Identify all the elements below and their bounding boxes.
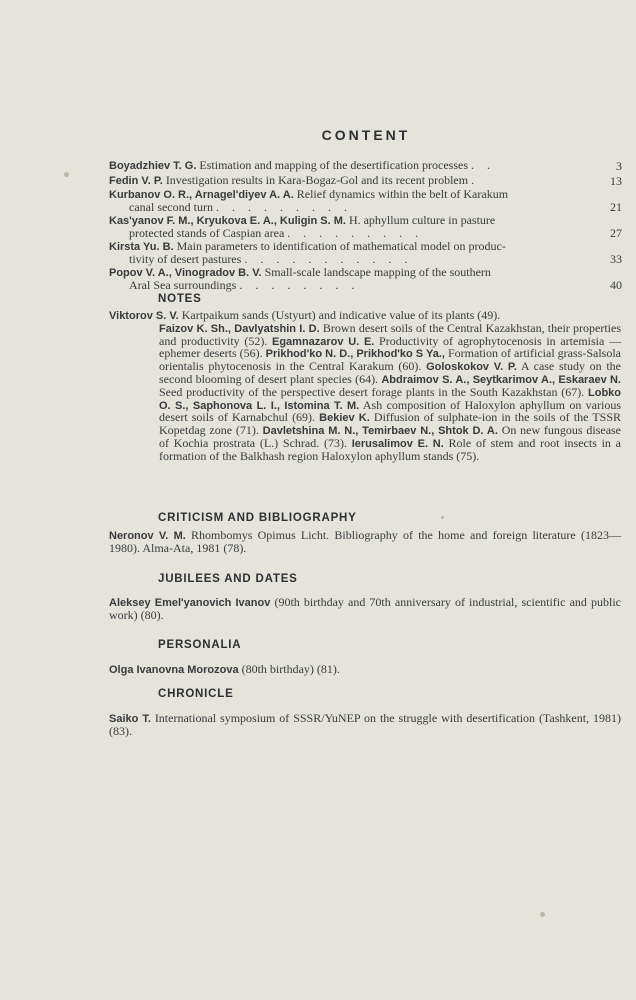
entry-authors: Popov V. A., Vinogradov B. V.	[109, 267, 262, 279]
entry-page-number: 27	[610, 225, 622, 240]
personalia-heading: PERSONALIA	[158, 639, 242, 651]
entry-title: Investigation results in Kara-Bogaz-Gol and its recent problem	[165, 172, 469, 187]
notes-entry[interactable]	[109, 310, 621, 463]
paper-speck	[540, 912, 545, 917]
notes-author: Bekiev K.	[319, 412, 370, 425]
entry-title-continued: protected stands of Caspian area	[129, 225, 285, 240]
personalia-entry[interactable]	[109, 664, 621, 677]
contents-entry[interactable]	[109, 241, 622, 265]
chronicle-title: International symposium of SSSR/YuNEP on the struggle with desertification (Tashkent, 1981) (83).	[109, 711, 622, 738]
notes-author: Goloskokov V. P.	[426, 361, 517, 374]
entry-title: Small-scale landscape mapping of the southern	[264, 265, 491, 279]
entry-title-continued: canal second turn	[129, 199, 213, 214]
notes-title: Seed productivity of the perspective desert forage plants in the South Kazakhstan (67).	[159, 384, 585, 399]
notes-author: Egamnazarov U. E.	[271, 335, 375, 348]
entry-authors: Fedin V. P.	[109, 174, 163, 187]
entry-page-number: 13	[610, 173, 622, 188]
jubilees-title: (90th birthday and 70th anniversary of industrial, scientific and public work) (80).	[109, 595, 621, 622]
notes-author: Prikhod'ko N. D., Prikhod'ko S Ya.,	[265, 348, 445, 361]
page-title: CONTENT	[321, 127, 411, 143]
notes-author: Abdraimov S. A., Seytkarimov A., Eskaraev N.	[381, 373, 621, 386]
contents-entry[interactable]	[109, 189, 622, 213]
contents-entry[interactable]	[109, 215, 622, 239]
notes-author: Lobko O. S., Saphonova L. I., Istomina T. M.	[159, 386, 622, 412]
chronicle-entry[interactable]	[109, 713, 621, 738]
notes-author: Faizov K. Sh., Davlyatshin I. D.	[159, 322, 320, 335]
entry-authors: Kas'yanov F. M., Kryukova E. A., Kuligin S. M.	[109, 215, 346, 227]
notes-author: Davletshina M. N., Temirbaev N., Shtok D. A.	[262, 425, 498, 438]
paper-speck	[64, 172, 69, 177]
entry-leader: .	[471, 172, 480, 187]
entry-title-continued: tivity of desert pastures	[129, 251, 242, 266]
contents-list	[109, 160, 622, 291]
criticism-title: Rhombomys Opimus Licht. Bibliography of the home and foreign literature (1823—1980). Alma-Ata, 1981 (78).	[109, 528, 621, 555]
entry-authors: Boyadzhiev T. G.	[109, 160, 197, 172]
entry-page-number: 3	[616, 159, 622, 173]
entry-authors: Kirsta Yu. B.	[109, 241, 174, 253]
notes-title: Productivity of agrophytocenosis in artemisia — ephemer deserts (56).	[159, 333, 621, 361]
entry-title: Main parameters to identification of mathematical model on produc-	[176, 239, 506, 253]
paper-speck	[441, 516, 444, 519]
entry-page-number: 40	[610, 277, 622, 292]
entry-leader: . . . . . . . . .	[287, 225, 424, 240]
notes-title: Kartpaikum sands (Ustyurt) and indicative value of its plants (49).	[181, 308, 501, 322]
jubilees-heading: JUBILEES AND DATES	[158, 573, 298, 585]
personalia-title: (80th birthday) (81).	[241, 662, 340, 676]
entry-leader: . . . . . . . . . . .	[244, 251, 413, 266]
notes-author: Viktorov S. V.	[109, 310, 179, 322]
notes-heading: NOTES	[158, 293, 202, 305]
notes-title: Diffusion of sulphate-ion in the soils of the TSSR Kopetdag zone (71).	[159, 410, 622, 438]
notes-title: Brown desert soils of the Central Kazakhstan, their properties and productivity (52).	[159, 320, 622, 348]
chronicle-author: Saiko T.	[109, 713, 151, 725]
contents-entry[interactable]	[109, 267, 622, 291]
entry-leader: . . . . . . . . .	[215, 199, 352, 214]
notes-title: Role of stem and root insects in a formation of the Balkhash region Haloxylon aphyllum stands (75).	[159, 435, 621, 463]
jubilees-author: Aleksey Emel'yanovich Ivanov	[109, 597, 271, 609]
entry-title: Relief dynamics within the belt of Karakum	[296, 187, 509, 201]
notes-title: Formation of artificial grass-Salsola orientalis phytocenosis in the Central Karakum (60).	[159, 346, 621, 374]
notes-title: Ash composition of Haloxylon aphyllum on various desert soils of Karnabchul (69).	[159, 397, 621, 425]
contents-entry[interactable]	[109, 172, 622, 188]
entry-leader: . .	[471, 158, 496, 172]
notes-author: Ierusalimov E. N.	[351, 437, 444, 450]
notes-title: On new fungous disease of Kochia prostrata (L.) Schrad. (73).	[159, 423, 622, 450]
jubilees-entry[interactable]	[109, 597, 621, 622]
notes-title: A case study on the second blooming of desert plant species (64).	[159, 359, 621, 386]
criticism-heading: CRITICISM AND BIBLIOGRAPHY	[158, 512, 357, 524]
personalia-author: Olga Ivanovna Morozova	[109, 664, 239, 676]
criticism-author: Neronov V. M.	[109, 530, 186, 542]
entry-leader: . . . . . . . .	[239, 277, 360, 292]
entry-page-number: 21	[610, 199, 622, 214]
entry-title: H. aphyllum culture in pasture	[348, 213, 496, 227]
chronicle-heading: CHRONICLE	[158, 688, 234, 700]
contents-entry[interactable]	[109, 160, 622, 173]
entry-title-continued: Aral Sea surroundings	[129, 277, 237, 292]
entry-authors: Kurbanov O. R., Arnagel'diyev A. A.	[109, 189, 294, 201]
entry-page-number: 33	[610, 251, 622, 266]
entry-title: Estimation and mapping of the desertification processes	[199, 158, 469, 172]
criticism-entry[interactable]	[109, 530, 621, 555]
